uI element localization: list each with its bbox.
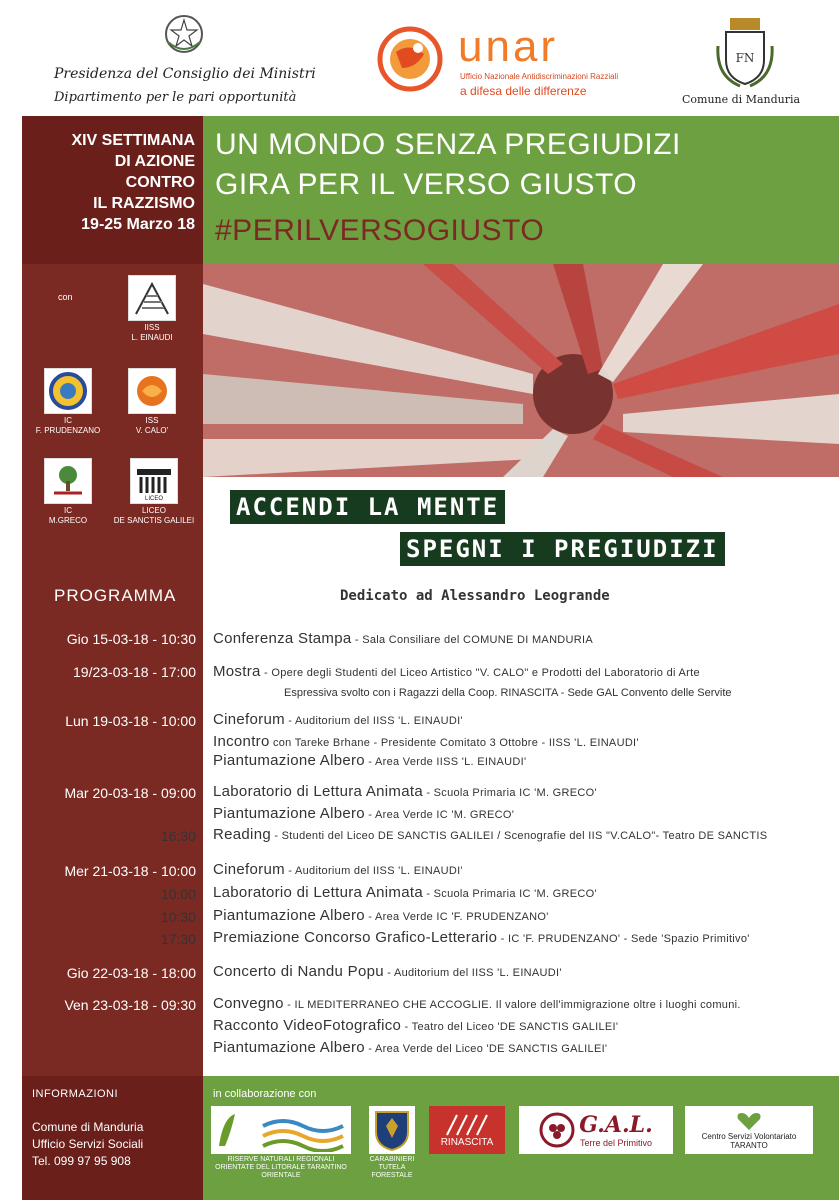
unar-globe-icon xyxy=(372,24,452,94)
event-reading xyxy=(213,826,767,843)
riserve-logo-icon xyxy=(213,1108,349,1152)
event-title: Cineforum xyxy=(213,861,285,878)
desanctis-logo-text: LICEO xyxy=(144,496,164,501)
event-detail: - IL MEDITERRANEO CHE ACCOGLIE. Il valore dell'immigrazione oltre i luoghi comuni. xyxy=(283,999,741,1011)
con-label: con xyxy=(58,292,73,302)
school-einaudi xyxy=(104,275,200,343)
school-label: IISS L. EINAUDI xyxy=(131,323,173,342)
week-line: 19-25 Marzo 18 xyxy=(81,216,195,233)
event-detail: - Scuola Primaria IC 'M. GRECO' xyxy=(422,888,597,900)
slogan-line2: SPEGNI I PREGIUDIZI xyxy=(400,532,725,566)
time-10-30: 10:30 xyxy=(160,909,196,925)
school-label: ISS V. CALO' xyxy=(135,416,169,435)
event-mostra xyxy=(213,663,700,680)
week-line: XIV SETTIMANA xyxy=(71,132,195,149)
csv-heart-icon xyxy=(734,1110,764,1132)
partner-csv-logo xyxy=(685,1106,813,1154)
grape-icon xyxy=(539,1112,575,1148)
event-title: Piantumazione Albero xyxy=(213,1039,365,1056)
programma-heading: PROGRAMMA xyxy=(54,586,177,605)
info-title: INFORMAZIONI xyxy=(32,1088,119,1100)
school-label: LICEO DE SANCTIS GALILEI xyxy=(113,506,195,525)
gov-line1: Presidenza del Consiglio dei Ministri xyxy=(54,66,316,82)
event-mostra-cont xyxy=(284,683,732,700)
week-line: DI AZIONE xyxy=(114,153,195,170)
school-greco xyxy=(28,458,108,526)
time-16-30: 16:30 xyxy=(160,828,196,844)
event-conferenza xyxy=(213,630,593,647)
info-box xyxy=(22,1076,203,1200)
event-cineforum-21 xyxy=(213,861,463,878)
event-detail: - IC 'F. PRUDENZANO' - Sede 'Spazio Primitivo' xyxy=(497,933,750,945)
time-17-30: 17:30 xyxy=(160,931,196,947)
header xyxy=(22,0,839,116)
event-detail: Espressiva svolto con i Ragazzi della Coop. RINASCITA - Sede GAL Convento delle Servite xyxy=(284,687,732,699)
rinascita-text: RINASCITA xyxy=(440,1136,494,1148)
info-line2: Ufficio Servizi Sociali xyxy=(32,1137,144,1151)
date-mar-20: Mar 20-03-18 - 09:00 xyxy=(64,785,196,801)
event-detail: - Auditorium del IISS 'L. EINAUDI' xyxy=(383,967,562,979)
date-mer-21: Mer 21-03-18 - 10:00 xyxy=(64,863,196,879)
calo-logo-icon xyxy=(128,368,176,414)
event-title: Racconto VideoFotografico xyxy=(213,1017,402,1034)
event-lettura-21 xyxy=(213,884,597,901)
event-title: Concerto di Nandu Popu xyxy=(213,963,384,980)
event-piantumazione-20 xyxy=(213,805,514,822)
event-concerto xyxy=(213,963,562,980)
event-detail: - Auditorium del IISS 'L. EINAUDI' xyxy=(284,715,463,727)
partner-gal-logo xyxy=(519,1106,673,1154)
week-line: IL RAZZISMO xyxy=(93,195,195,212)
info-line1: Comune di Manduria xyxy=(32,1120,144,1134)
event-title: Laboratorio di Lettura Animata xyxy=(213,884,423,901)
school-desanctis xyxy=(104,458,204,526)
event-premiazione xyxy=(213,929,750,946)
info-phone: Tel. 099 97 95 908 xyxy=(32,1154,131,1168)
event-title: Incontro xyxy=(213,733,270,750)
event-detail: - Area Verde IISS 'L. EINAUDI' xyxy=(364,756,527,768)
school-label: IC M.GRECO xyxy=(48,506,88,525)
einaudi-logo-icon xyxy=(128,275,176,321)
partner-rinascita-logo xyxy=(429,1106,505,1154)
event-detail: - Auditorium del IISS 'L. EINAUDI' xyxy=(284,865,463,877)
event-piantumazione-23 xyxy=(213,1039,607,1056)
carabinieri-shield-icon xyxy=(372,1108,412,1152)
italian-emblem-icon xyxy=(162,12,206,56)
event-detail: - Teatro del Liceo 'DE SANCTIS GALILEI' xyxy=(401,1021,619,1033)
week-box xyxy=(22,116,203,264)
event-title: Reading xyxy=(213,826,271,843)
date-gio-22: Gio 22-03-18 - 18:00 xyxy=(66,965,196,981)
school-prudenzano xyxy=(28,368,108,436)
event-title: Convegno xyxy=(213,995,284,1012)
event-detail: - Scuola Primaria IC 'M. GRECO' xyxy=(422,787,597,799)
week-title xyxy=(71,130,195,235)
partners-box xyxy=(203,1076,839,1200)
event-cineforum-19 xyxy=(213,711,463,728)
manduria-label: Comune di Manduria xyxy=(682,93,801,106)
date-lun-19: Lun 19-03-18 - 10:00 xyxy=(65,713,196,729)
collab-label: in collaborazione con xyxy=(213,1088,317,1100)
riserve-label: RISERVE NATURALI REGIONALI ORIENTATE DEL LITORALE TARANTINO ORIENTALE xyxy=(215,1156,347,1179)
event-detail: - Area Verde IC 'M. GRECO' xyxy=(364,809,515,821)
gal-text: G.A.L. xyxy=(579,1112,653,1138)
event-piantumazione-19 xyxy=(213,752,526,769)
event-detail: - Area Verde IC 'F. PRUDENZANO' xyxy=(364,911,549,923)
event-lettura-20 xyxy=(213,783,597,800)
event-title: Premiazione Concorso Grafico-Letterario xyxy=(213,929,498,946)
rinascita-hands-icon xyxy=(442,1113,492,1137)
hands-illustration xyxy=(203,264,839,477)
event-detail: - Opere degli Studenti del Liceo Artistico "V. CALO" e Prodotti del Laboratorio di Arte xyxy=(260,667,700,679)
event-detail: - Area Verde del Liceo 'DE SANCTIS GALILEI' xyxy=(364,1043,608,1055)
csv-text: Centro Servizi Volontariato TARANTO xyxy=(701,1132,797,1150)
unar-subtitle: Ufficio Nazionale Antidiscriminazioni Razziali xyxy=(460,72,619,81)
event-detail: con Tareke Brhane - Presidente Comitato 3 Ottobre - IISS 'L. EINAUDI' xyxy=(269,737,639,749)
event-title: Laboratorio di Lettura Animata xyxy=(213,783,423,800)
desanctis-logo-icon xyxy=(130,458,178,504)
date-ven-23: Ven 23-03-18 - 09:30 xyxy=(64,997,196,1013)
date-gio-15: Gio 15-03-18 - 10:30 xyxy=(66,631,196,647)
banner-line2: GIRA PER IL VERSO GIUSTO xyxy=(215,168,638,201)
event-convegno xyxy=(213,995,741,1012)
event-title: Piantumazione Albero xyxy=(213,907,365,924)
banner-line1: UN MONDO SENZA PREGIUDIZI xyxy=(215,128,681,161)
crest-monogram: FN xyxy=(735,51,755,65)
event-incontro xyxy=(213,733,639,750)
event-piantumazione-21 xyxy=(213,907,549,924)
manduria-crest-icon xyxy=(714,16,776,88)
event-detail: - Studenti del Liceo DE SANCTIS GALILEI / Scenografie del IIS "V.CALO"- Teatro DE SANCTIS xyxy=(270,830,768,842)
gal-sub: Terre del Primitivo xyxy=(579,1138,653,1148)
dedication: Dedicato ad Alessandro Leogrande xyxy=(340,588,610,604)
date-19-23: 19/23-03-18 - 17:00 xyxy=(73,664,196,680)
carabinieri-label: CARABINIERI TUTELA FORESTALE xyxy=(369,1156,415,1179)
slogan-line1: ACCENDI LA MENTE xyxy=(230,490,505,524)
partner-carabinieri-logo xyxy=(369,1106,415,1154)
unar-name: unar xyxy=(458,22,559,71)
school-calo xyxy=(114,368,190,436)
partner-riserve-logo xyxy=(211,1106,351,1154)
event-title: Piantumazione Albero xyxy=(213,752,365,769)
title-banner xyxy=(203,116,839,264)
event-title: Conferenza Stampa xyxy=(213,630,352,647)
week-line: CONTRO xyxy=(125,174,195,191)
school-label: IC F. PRUDENZANO xyxy=(35,416,101,435)
event-title: Mostra xyxy=(213,663,261,680)
hands-photo xyxy=(203,264,839,477)
greco-logo-icon xyxy=(44,458,92,504)
banner-hashtag: #PERILVERSOGIUSTO xyxy=(215,214,545,247)
event-detail: - Sala Consiliare del COMUNE DI MANDURIA xyxy=(351,634,594,646)
prudenzano-logo-icon xyxy=(44,368,92,414)
time-10-00: 10:00 xyxy=(160,886,196,902)
event-racconto xyxy=(213,1017,618,1034)
gov-line2: Dipartimento per le pari opportunità xyxy=(54,90,297,105)
event-title: Cineforum xyxy=(213,711,285,728)
unar-tagline: a difesa delle differenze xyxy=(460,84,587,98)
event-title: Piantumazione Albero xyxy=(213,805,365,822)
